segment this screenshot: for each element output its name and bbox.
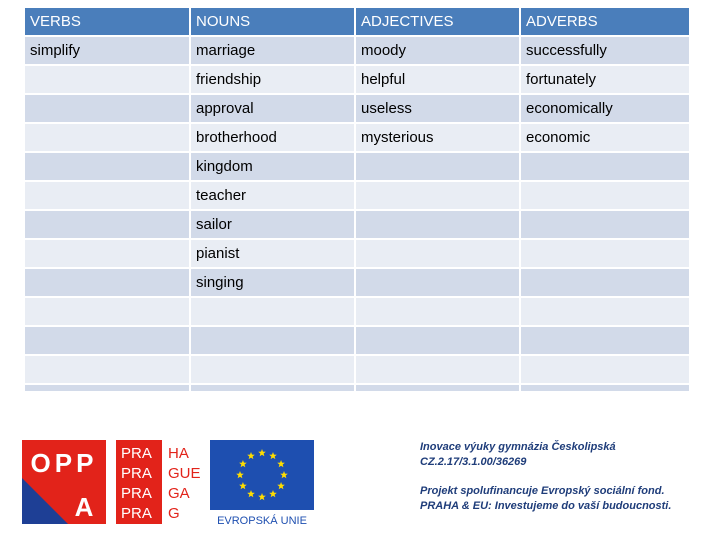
praha-logo <box>116 440 206 524</box>
table-cell: economic <box>520 123 690 152</box>
table-cell <box>190 326 355 355</box>
table-cell: brotherhood <box>190 123 355 152</box>
table-cell: useless <box>355 94 520 123</box>
table-cell: successfully <box>520 36 690 65</box>
table-row <box>25 297 690 326</box>
table-cell <box>355 239 520 268</box>
table-cell: singing <box>190 268 355 297</box>
table-cell <box>25 181 190 210</box>
table-cell <box>25 239 190 268</box>
table-cell <box>25 210 190 239</box>
table-cell <box>520 239 690 268</box>
table-cell <box>355 181 520 210</box>
praha-right-1: GUE <box>168 465 201 482</box>
oppa-logo-line2: A <box>74 492 94 522</box>
table-cell <box>25 152 190 181</box>
table-cell <box>25 384 190 392</box>
table-cell <box>190 355 355 384</box>
table-cell: marriage <box>190 36 355 65</box>
table-cell <box>25 268 190 297</box>
header-verbs: VERBS <box>25 8 190 36</box>
table-cell: teacher <box>190 181 355 210</box>
table-cell: approval <box>190 94 355 123</box>
table-row <box>25 94 690 123</box>
table-cell <box>25 297 190 326</box>
table-row <box>25 152 690 181</box>
eu-logo <box>206 440 318 528</box>
table-row <box>25 36 690 65</box>
table-cell <box>190 384 355 392</box>
praha-right-3: G <box>168 505 180 522</box>
footer <box>0 440 720 540</box>
eu-caption: EVROPSKÁ UNIE <box>217 515 307 527</box>
table-cell: helpful <box>355 65 520 94</box>
table-cell <box>25 326 190 355</box>
table-row <box>25 326 690 355</box>
table-cell: simplify <box>25 36 190 65</box>
table-cell <box>520 355 690 384</box>
table-row <box>25 123 690 152</box>
table-row <box>25 65 690 94</box>
header-nouns: NOUNS <box>190 8 355 36</box>
header-adverbs: ADVERBS <box>520 8 690 36</box>
header-row <box>25 8 690 36</box>
table-cell <box>355 355 520 384</box>
praha-left-2: PRA <box>121 485 152 502</box>
table-cell <box>520 181 690 210</box>
table-row <box>25 268 690 297</box>
table-cell <box>355 384 520 392</box>
footer-line-1: Inovace výuky gymnázia Českolipská <box>420 441 616 453</box>
table-cell <box>355 326 520 355</box>
table-cell <box>520 152 690 181</box>
table-cell <box>520 326 690 355</box>
praha-left-1: PRA <box>121 465 152 482</box>
table-cell: economically <box>520 94 690 123</box>
header-adjectives: ADJECTIVES <box>355 8 520 36</box>
table-cell <box>25 65 190 94</box>
footer-line-2: CZ.2.17/3.1.00/36269 <box>420 456 527 468</box>
table-cell: mysterious <box>355 123 520 152</box>
table-row <box>25 355 690 384</box>
table-cell: moody <box>355 36 520 65</box>
table-row <box>25 210 690 239</box>
table-cell <box>520 384 690 392</box>
table-cell <box>190 297 355 326</box>
table-cell <box>25 94 190 123</box>
table-cell <box>355 268 520 297</box>
table-cell <box>355 210 520 239</box>
oppa-logo-line1: OPP <box>30 448 98 478</box>
footer-text <box>420 440 720 514</box>
table-cell: sailor <box>190 210 355 239</box>
praha-left-0: PRA <box>121 445 152 462</box>
table-row <box>25 181 690 210</box>
praha-left-3: PRA <box>121 505 152 522</box>
word-table <box>25 8 691 393</box>
table-cell <box>520 268 690 297</box>
table-row <box>25 239 690 268</box>
footer-line-3: Projekt spolufinancuje Evropský sociální fond. <box>420 485 665 497</box>
oppa-logo <box>22 440 106 524</box>
table-row <box>25 384 690 392</box>
table-cell: pianist <box>190 239 355 268</box>
table-cell: friendship <box>190 65 355 94</box>
table-cell: fortunately <box>520 65 690 94</box>
table-cell <box>25 355 190 384</box>
praha-right-0: HA <box>168 445 189 462</box>
footer-line-4: PRAHA & EU: Investujeme do vaší budoucnosti. <box>420 500 672 512</box>
table-cell <box>355 297 520 326</box>
table-cell <box>355 152 520 181</box>
praha-right-2: GA <box>168 485 190 502</box>
table-cell <box>25 123 190 152</box>
table-cell <box>520 297 690 326</box>
table-cell: kingdom <box>190 152 355 181</box>
table-cell <box>520 210 690 239</box>
